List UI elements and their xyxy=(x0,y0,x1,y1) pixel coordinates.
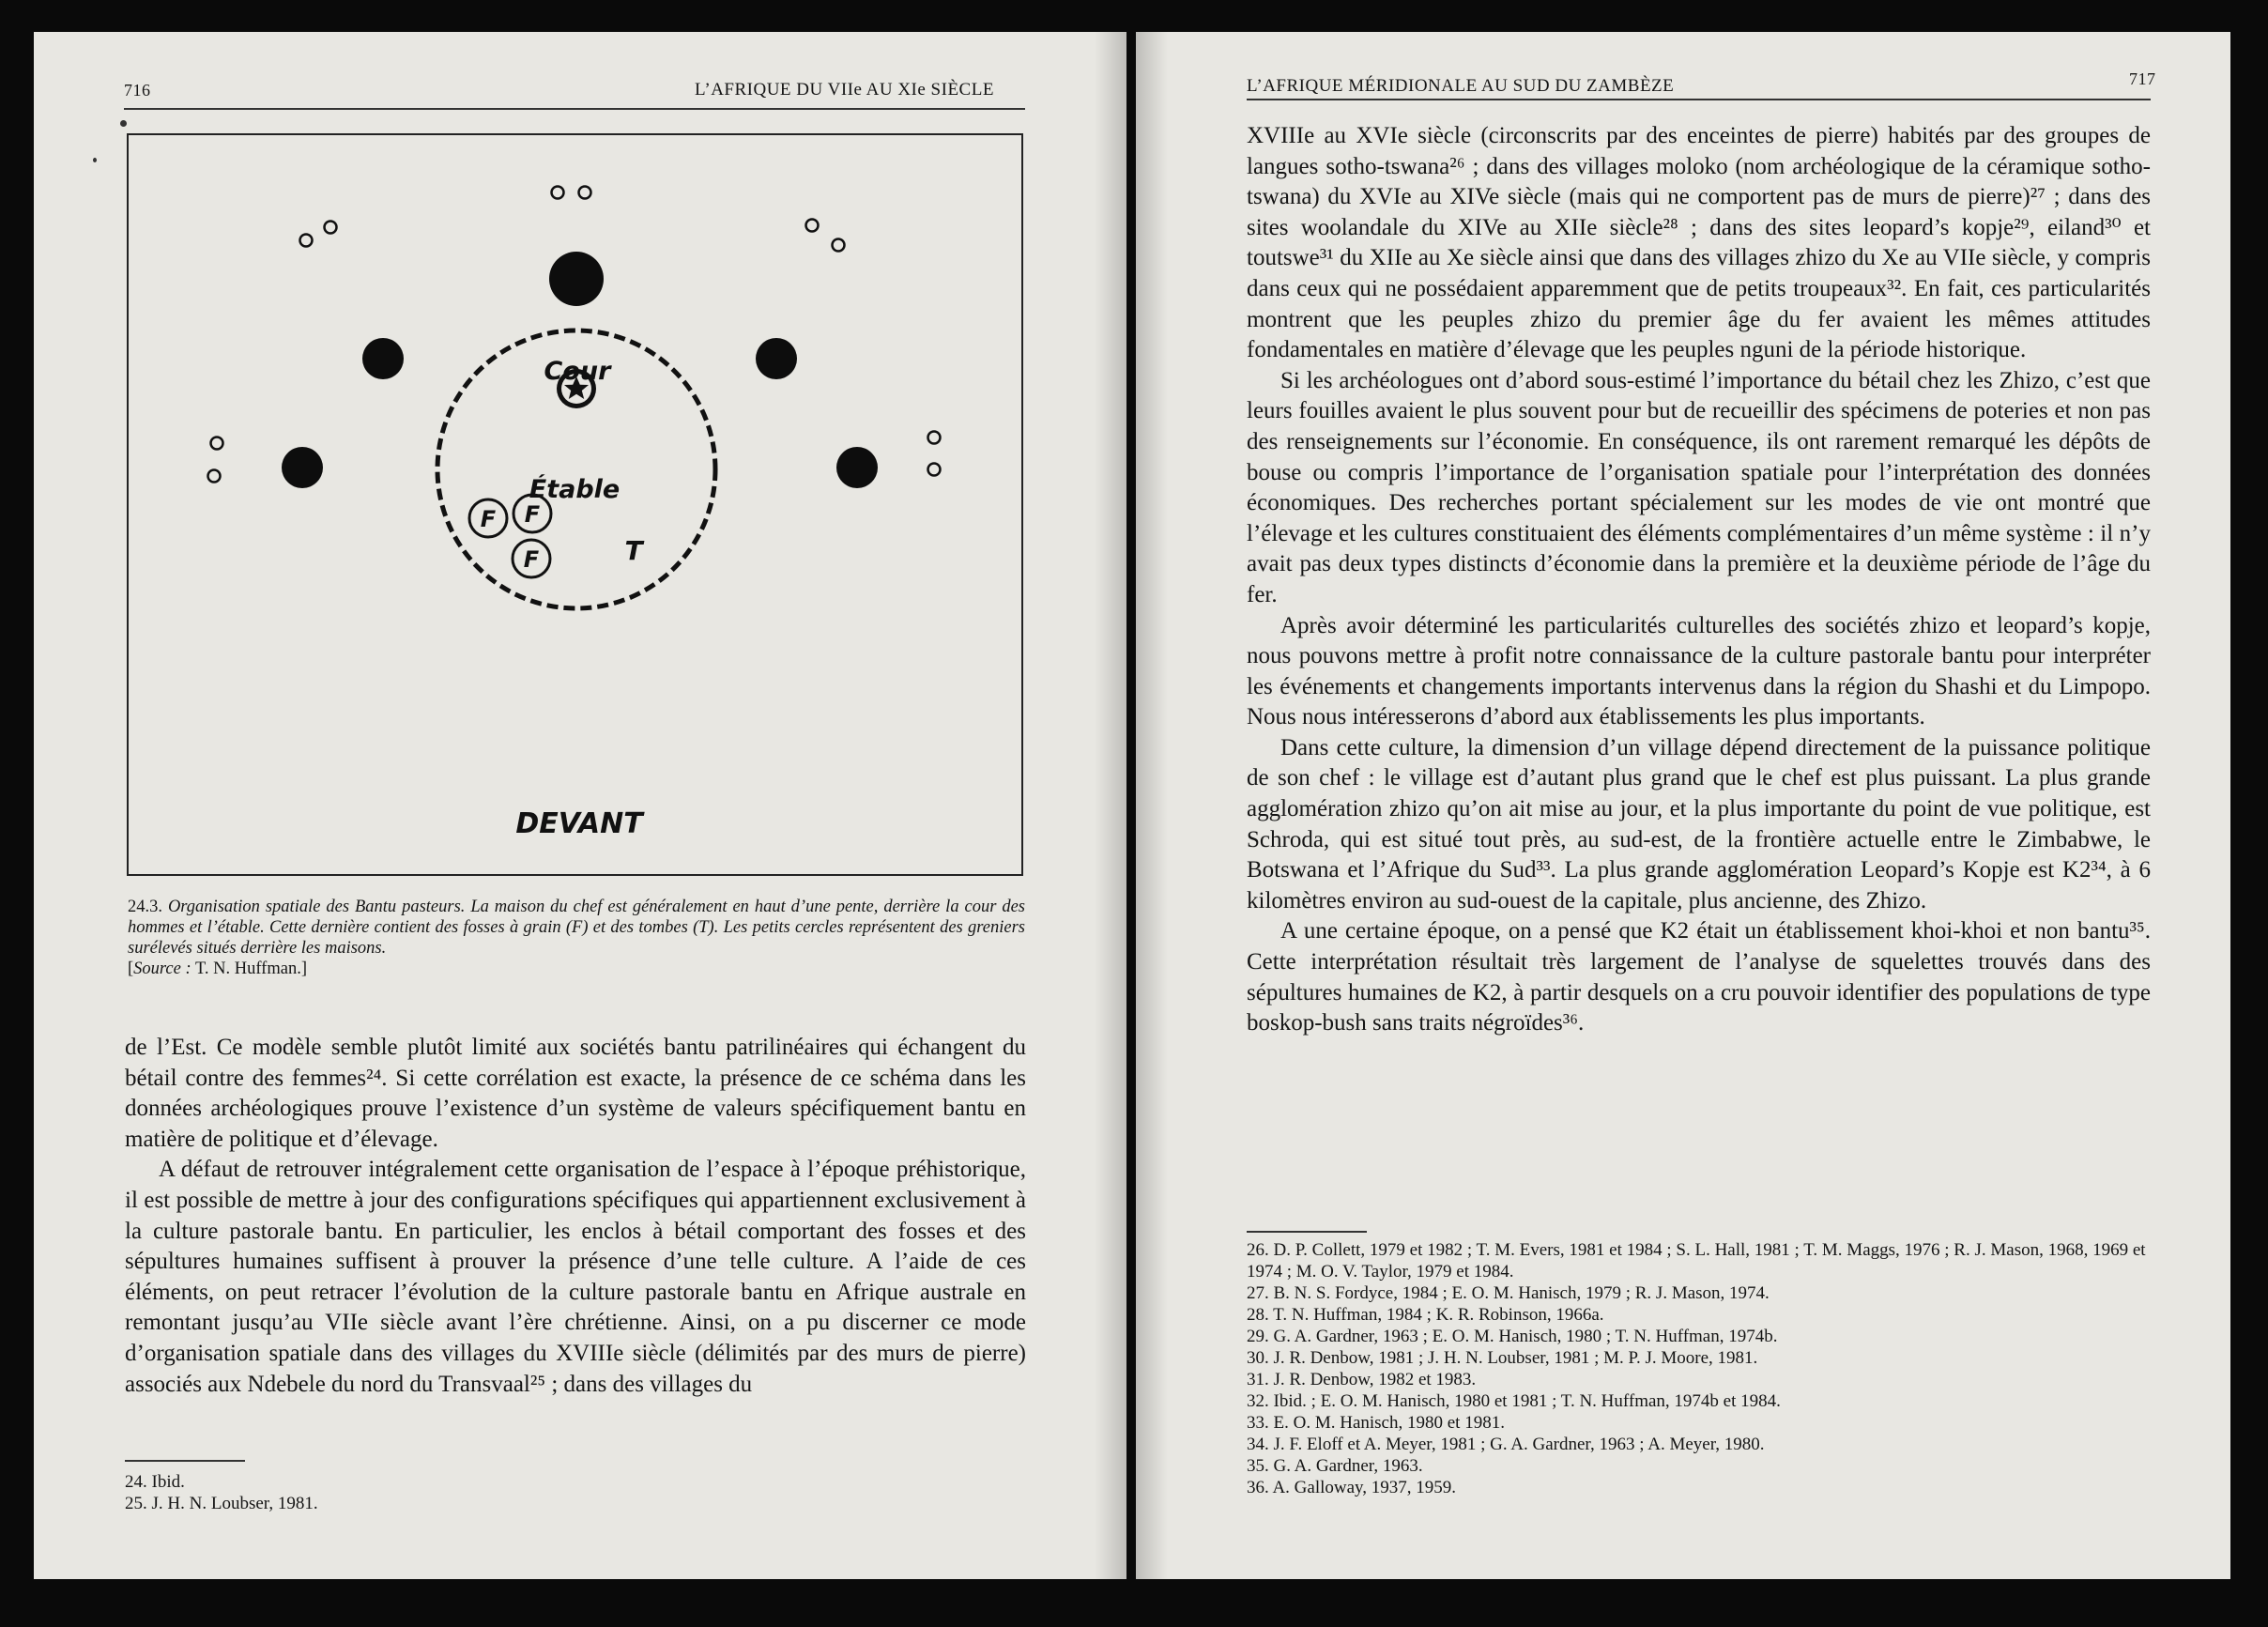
footnotes-left xyxy=(125,1471,1026,1514)
left-page xyxy=(34,32,1126,1579)
footnote: 34. J. F. Eloff et A. Meyer, 1981 ; G. A. Gardner, 1963 ; A. Meyer, 1980. xyxy=(1247,1435,1765,1454)
page-number: 716 xyxy=(124,81,151,100)
right-page xyxy=(1136,32,2230,1579)
caption-source: T. N. Huffman.] xyxy=(194,959,307,978)
granary-circle xyxy=(325,222,337,234)
house xyxy=(282,447,323,488)
footnote-rule xyxy=(125,1460,245,1462)
footnote: 31. J. R. Denbow, 1982 et 1983. xyxy=(1247,1370,1477,1389)
granary-circle xyxy=(552,187,564,199)
granary-circle xyxy=(579,187,591,199)
caption-text: Organisation spatiale des Bantu pasteurs. La maison du chef est généralement en haut d’une pente, derrière la cour des hommes et l’étable. Cette dernière contient des fosses à grain (F) et des tombes (T). Les petits cercles représentent des greniers surélevés situés derrière les maisons. xyxy=(128,898,1026,958)
granary-circle xyxy=(928,432,941,444)
footnote: 29. G. A. Gardner, 1963 ; E. O. M. Hanisch, 1980 ; T. N. Huffman, 1974b. xyxy=(1247,1327,1778,1346)
label-fosse: F xyxy=(523,546,540,573)
house xyxy=(362,338,404,379)
body-text-left xyxy=(125,1033,1026,1400)
label-devant: DEVANT xyxy=(515,807,643,840)
caption-source-label: Source : xyxy=(133,959,192,978)
footnote: 36. A. Galloway, 1937, 1959. xyxy=(1247,1478,1457,1497)
footnote: 28. T. N. Huffman, 1984 ; K. R. Robinson, 1966a. xyxy=(1247,1305,1604,1325)
caption-bracket: [ xyxy=(128,959,134,978)
paragraph: Après avoir déterminé les particularités culturelles des sociétés zhizo et leopard’s kopje, nous pouvons mettre à profit notre connaissance de la culture pastorale bantu pour interpréter les événements et changements importants intervenus dans la région du Shashi et du Limpopo. Nous nous intéresserons d’abord aux établissements les plus importants. xyxy=(1247,612,2151,730)
footnote: 25. J. H. N. Loubser, 1981. xyxy=(125,1494,318,1513)
granary-circle xyxy=(211,437,223,450)
print-speck xyxy=(120,120,127,127)
running-head: L’AFRIQUE DU VIIe AU XIe SIÈCLE xyxy=(695,80,994,100)
granary-circle xyxy=(806,220,819,232)
gutter-shadow xyxy=(1136,32,1168,1579)
label-cour: Cour xyxy=(544,357,611,386)
footnote: 27. B. N. S. Fordyce, 1984 ; E. O. M. Hanisch, 1979 ; R. J. Mason, 1974. xyxy=(1247,1283,1770,1303)
footnote: 35. G. A. Gardner, 1963. xyxy=(1247,1456,1423,1476)
footnote-rule xyxy=(1247,1231,1367,1233)
chief-house xyxy=(549,252,604,306)
footnotes-right xyxy=(1247,1239,2151,1498)
header-rule xyxy=(124,108,1025,110)
house xyxy=(836,447,878,488)
paragraph: Si les archéologues ont d’abord sous-estimé l’importance du bétail chez les Zhizo, c’est que leurs fouilles avaient le plus souvent pour but de recueillir des spécimens de poteries et non pas des renseignements sur l’économie. En conséquence, ils ont rarement remarqué les dépôts de bouse ou compris l’importance de l’organisation spatiale pour l’interprétation des données économiques. Des recherches portant spécialement sur les modes de vie ont montré que l’élevage et les cultures constituaient des éléments complémentaires d’un même système : il n’y avait pas deux types distincts d’économie dans la première et la deuxième période de l’âge du fer. xyxy=(1247,367,2151,607)
footnote: 26. D. P. Collett, 1979 et 1982 ; T. M. Evers, 1981 et 1984 ; S. L. Hall, 1981 ; T. M. Maggs, 1976 ; R. J. Mason, 1968, 1969 et 1974 ; M. O. V. Taylor, 1979 et 1984. xyxy=(1247,1240,2146,1282)
label-fosse: F xyxy=(524,501,541,528)
footnote: 30. J. R. Denbow, 1981 ; J. H. N. Loubser, 1981 ; M. P. J. Moore, 1981. xyxy=(1247,1348,1758,1368)
body-text-right xyxy=(1247,121,2151,1039)
granary-circle xyxy=(208,470,221,483)
page-number: 717 xyxy=(2129,69,2156,88)
figure-caption xyxy=(128,897,1025,979)
caption-number: 24.3. xyxy=(128,898,162,916)
settlement-diagram xyxy=(129,135,1021,874)
granary-circle xyxy=(833,239,845,252)
paragraph: A une certaine époque, on a pensé que K2 était un établissement khoi-khoi et non bantu³⁵. Cette interprétation résultait très largement de l’analyse de squelettes trouvés dans des sépultures humaines de K2, à partir desquels on a cru pouvoir identifier des populations de type boskop-bush sans traits négroïdes³⁶. xyxy=(1247,918,2151,1036)
label-tombes: T xyxy=(624,535,643,566)
granary-circle xyxy=(928,464,941,476)
paragraph: A défaut de retrouver intégralement cette organisation de l’espace à l’époque préhistorique, il est possible de mettre à jour des configurations spécifiques qui appartiennent exclusivement à la culture pastorale bantu. En particulier, les enclos à bétail comportant des fosses et des sépultures humaines suffisent à prouver la présence d’une telle culture. A l’aide de ces éléments, on peut retracer l’évolution de la culture pastorale bantu en Afrique australe en remontant jusqu’au VIIe siècle avant l’ère chrétienne. Ainsi, on a pu discerner ce mode d’organisation spatiale dans des villages du XVIIIe siècle (délimités par des murs de pierre) associés aux Ndebele du nord du Transvaal²⁵ ; dans des villages du xyxy=(125,1157,1026,1397)
running-head: L’AFRIQUE MÉRIDIONALE AU SUD DU ZAMBÈZE xyxy=(1247,76,1675,96)
paragraph: de l’Est. Ce modèle semble plutôt limité aux sociétés bantu patrilinéaires qui échangent du bétail contre des femmes²⁴. Si cette corrélation est exacte, la présence de ce schéma dans les données archéologiques prouve l’existence d’un système de valeurs spécifiquement bantu en matière de politique et d’élevage. xyxy=(125,1035,1026,1152)
paragraph: XVIIIe au XVIe siècle (circonscrits par des enceintes de pierre) habités par des groupes de langues sotho-tswana²⁶ ; dans des villages moloko (nom archéologique de la céramique sotho-tswana) du XVIe au XIVe siècle (mais qui ne comportent pas de murs de pierre)²⁷ ; dans des sites woolandale du XIVe au XIIe siècle²⁸ ; dans des sites leopard’s kopje²⁹, eiland³⁰ et toutswe³¹ du XIIe au Xe siècle ainsi que dans des villages zhizo du Xe au VIIe siècle, y compris dans ceux qui ne possédaient apparemment que de petits troupeaux³². En fait, ces particularités montrent que les peuples zhizo du premier âge du fer avaient les mêmes attitudes fondamentales en matière d’élevage que les peuples nguni de la période historique. xyxy=(1247,123,2151,363)
label-fosse: F xyxy=(480,506,497,532)
label-etable: Étable xyxy=(529,475,621,504)
footnote: 33. E. O. M. Hanisch, 1980 et 1981. xyxy=(1247,1413,1505,1433)
paragraph: Dans cette culture, la dimension d’un village dépend directement de la puissance politique de son chef : le village est d’autant plus grand que le chef est plus puissant. La plus grande agglomération zhizo qu’on ait mise au jour, et la plus importante du point de vue politique, est Schroda, qui est situé tout près, au sud-est, de la frontière actuelle entre le Zimbabwe, le Botswana et l’Afrique du Sud³³. La plus grande agglomération Leopard’s Kopje est K2³⁴, à 6 kilomètres environ au sud-ouest de la capitale, plus ancienne, des Zhizo. xyxy=(1247,734,2151,913)
house xyxy=(756,338,797,379)
footnote: 32. Ibid. ; E. O. M. Hanisch, 1980 et 1981 ; T. N. Huffman, 1974b et 1984. xyxy=(1247,1391,1781,1411)
gutter-shadow xyxy=(1095,32,1126,1579)
header-rule xyxy=(1247,99,2151,100)
footnote: 24. Ibid. xyxy=(125,1472,185,1492)
granary-circle xyxy=(300,235,313,247)
print-speck xyxy=(93,158,97,162)
figure-24-3 xyxy=(127,133,1023,876)
